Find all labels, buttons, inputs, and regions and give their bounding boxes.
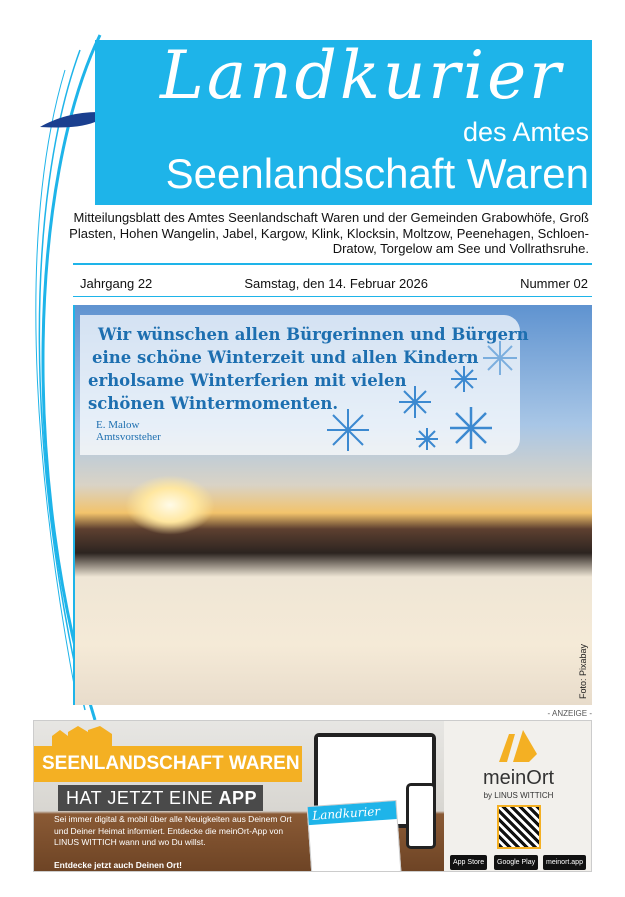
signature-role: Amtsvorsteher <box>96 431 161 443</box>
signature-name: E. Malow <box>96 419 140 431</box>
meinort-by: by LINUS WITTICH <box>483 791 554 800</box>
skyline-icon <box>52 726 122 746</box>
winter-photo <box>73 305 592 705</box>
title-line-2: des Amtes <box>462 117 589 147</box>
issue-date: Samstag, den 14. Februar 2026 <box>244 276 428 291</box>
ad-text: Sei immer digital & mobil über alle Neuigkeiten aus Deinem Ort und Deiner Heimat informiert. Entdecke die meinOrt-App von LINUS WITTICH wann und wo Du willst. <box>54 814 292 847</box>
google-play-button[interactable]: Google Play <box>494 855 538 870</box>
issue-info <box>80 276 588 291</box>
app-store-button[interactable]: App Store <box>450 855 487 870</box>
phone-image <box>406 783 436 849</box>
ad-subhead-text: HAT JETZT EINE <box>66 788 219 808</box>
meinort-logo: meinOrt <box>482 767 555 789</box>
photo-credit: Foto: Pixabay <box>578 643 588 699</box>
ad-subhead <box>58 785 263 811</box>
web-app-button[interactable]: meinort.app <box>543 855 586 870</box>
divider-bottom <box>73 296 592 297</box>
greeting-box <box>80 315 529 455</box>
subtitle: Mitteilungsblatt des Amtes Seenlandschaft Waren und der Gemeinden Grabowhöfe, Groß Plasten, Hohen Wangelin, Jabel, Kargow, Klink, Klocksin, Moltzow, Peenehagen, Schloen-Dratow, Torgelow am See und Vollrathsruhe. <box>69 210 589 256</box>
greeting-line: eine schöne Winterzeit und allen Kindern <box>92 348 479 367</box>
ad-headline: SEENLANDSCHAFT WAREN <box>34 746 302 782</box>
title-line-3: Seenlandschaft Waren <box>165 150 589 197</box>
meinort-logo-icon <box>499 730 539 762</box>
advertisement[interactable] <box>33 720 592 872</box>
meinort-panel <box>444 721 592 872</box>
greeting-line: Wir wünschen allen Bürgerinnen und Bürgern <box>98 325 529 344</box>
newspaper-thumbnail <box>307 800 402 872</box>
paper-title: Landkurier <box>308 801 397 825</box>
newspaper-title: Landkurier <box>160 37 564 114</box>
issue-number: Nummer 02 <box>520 276 588 291</box>
ad-subhead-bold: APP <box>218 788 258 808</box>
ad-label: - ANZEIGE - <box>547 709 592 718</box>
qr-code[interactable] <box>497 805 541 849</box>
sun <box>125 475 215 535</box>
greeting-line: schönen Wintermomenten. <box>88 394 339 413</box>
divider-top <box>73 263 592 265</box>
ad-cta: Entdecke jetzt auch Deinen Ort! <box>54 860 182 870</box>
greeting-line: erholsame Winterferien mit vielen <box>88 371 407 390</box>
volume: Jahrgang 22 <box>80 276 153 291</box>
